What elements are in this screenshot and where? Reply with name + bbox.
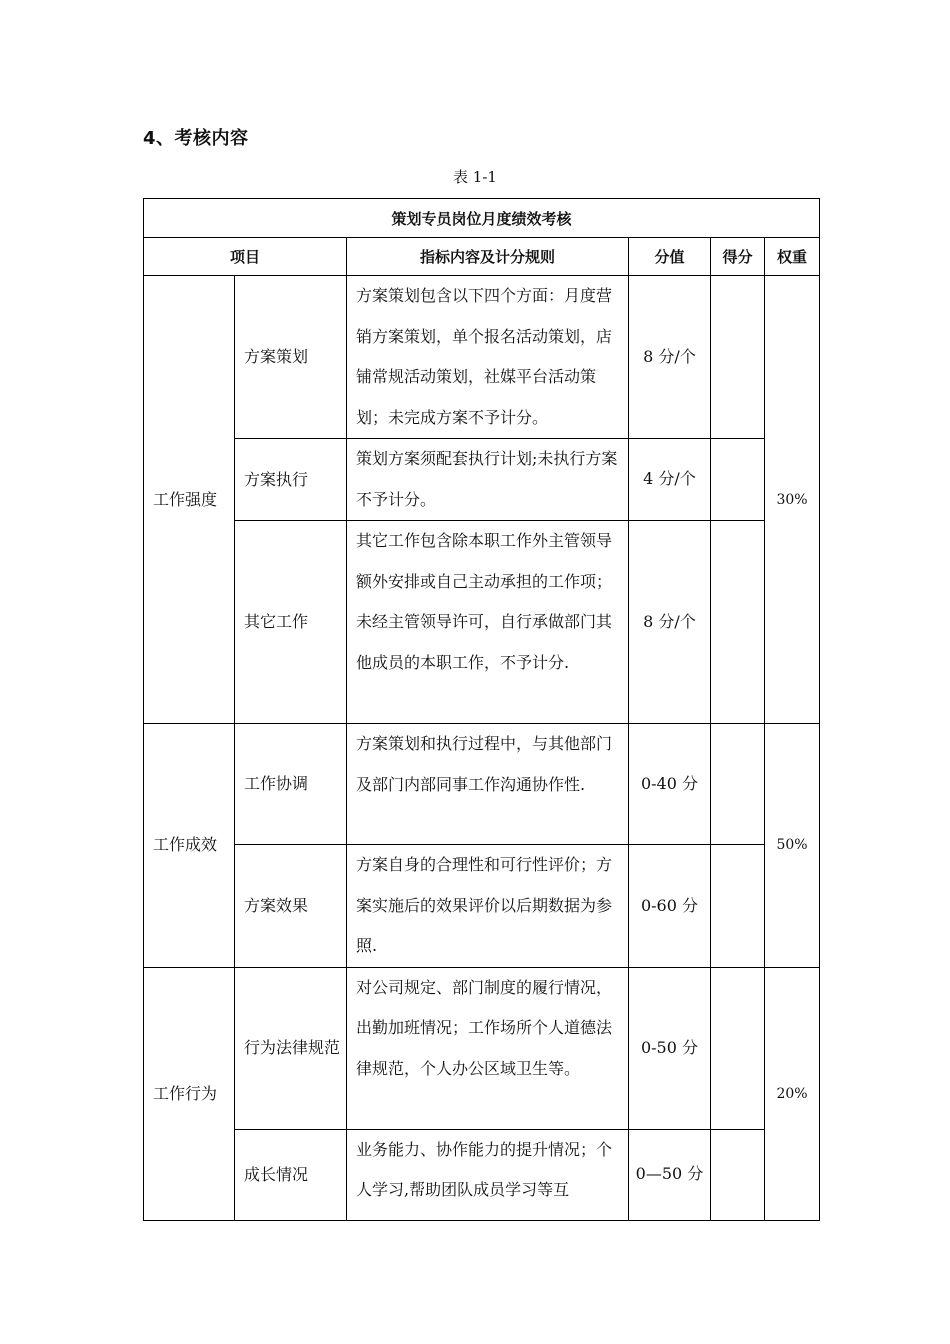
item-cell: 方案策划 <box>235 276 347 439</box>
score-cell: 0-50 分 <box>629 967 711 1129</box>
table-caption: 表 1-1 <box>453 168 497 186</box>
item-cell: 行为法律规范 <box>235 967 347 1129</box>
item-cell: 其它工作 <box>235 521 347 724</box>
item-cell: 方案执行 <box>235 439 347 521</box>
rule-cell: 对公司规定、部门制度的履行情况，出勤加班情况；工作场所个人道德法律规范，个人办公区域卫生等。 <box>347 967 629 1129</box>
header-row <box>144 238 820 276</box>
header-rule: 指标内容及计分规则 <box>347 238 629 276</box>
rule-cell: 策划方案须配套执行计划;未执行方案不予计分。 <box>347 439 629 521</box>
table-row <box>144 276 820 439</box>
header-weight: 权重 <box>765 238 820 276</box>
table-row <box>144 1129 820 1220</box>
table-row <box>144 521 820 724</box>
item-cell: 工作协调 <box>235 724 347 845</box>
table-row <box>144 967 820 1129</box>
category-cell: 工作成效 <box>144 724 235 968</box>
got-cell <box>711 724 765 845</box>
header-score: 分值 <box>629 238 711 276</box>
weight-cell: 30% <box>765 276 820 724</box>
assessment-table <box>143 198 820 1221</box>
score-cell: 0—50 分 <box>629 1129 711 1220</box>
score-cell: 8 分/个 <box>629 521 711 724</box>
rule-cell: 方案自身的合理性和可行性评价；方案实施后的效果评价以后期数据为参照. <box>347 845 629 968</box>
got-cell <box>711 521 765 724</box>
table-row <box>144 724 820 845</box>
score-cell: 8 分/个 <box>629 276 711 439</box>
category-cell: 工作强度 <box>144 276 235 724</box>
rule-cell: 其它工作包含除本职工作外主管领导额外安排或自己主动承担的工作项；未经主管领导许可，自行承做部门其他成员的本职工作，不予计分. <box>347 521 629 724</box>
weight-cell: 50% <box>765 724 820 968</box>
got-cell <box>711 439 765 521</box>
score-cell: 4 分/个 <box>629 439 711 521</box>
header-got: 得分 <box>711 238 765 276</box>
table-row <box>144 845 820 968</box>
section-heading: 4、考核内容 <box>143 128 249 149</box>
score-cell: 0-60 分 <box>629 845 711 968</box>
rule-cell: 方案策划包含以下四个方面：月度营销方案策划，单个报名活动策划，店铺常规活动策划，社媒平台活动策划；未完成方案不予计分。 <box>347 276 629 439</box>
header-item: 项目 <box>144 238 347 276</box>
got-cell <box>711 967 765 1129</box>
item-cell: 方案效果 <box>235 845 347 968</box>
table-title: 策划专员岗位月度绩效考核 <box>144 199 820 238</box>
got-cell <box>711 845 765 968</box>
item-cell: 成长情况 <box>235 1129 347 1220</box>
rule-cell: 业务能力、协作能力的提升情况；个人学习,帮助团队成员学习等互 <box>347 1129 629 1220</box>
got-cell <box>711 276 765 439</box>
score-cell: 0-40 分 <box>629 724 711 845</box>
category-cell: 工作行为 <box>144 967 235 1220</box>
rule-cell: 方案策划和执行过程中，与其他部门及部门内部同事工作沟通协作性. <box>347 724 629 845</box>
table-row <box>144 439 820 521</box>
weight-cell: 20% <box>765 967 820 1220</box>
got-cell <box>711 1129 765 1220</box>
